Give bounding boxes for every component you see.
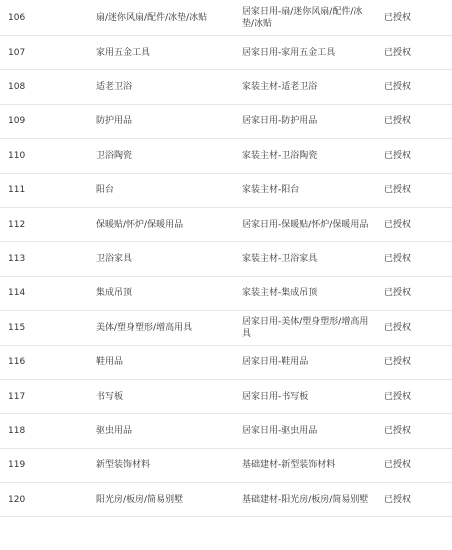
row-status: 已授权 bbox=[384, 460, 412, 471]
row-status: 已授权 bbox=[384, 47, 412, 58]
row-status: 已授权 bbox=[384, 219, 412, 230]
row-category: 居家日用-鞋用品 bbox=[242, 357, 309, 368]
row-category: 家装主材-集成吊顶 bbox=[242, 288, 318, 299]
row-id: 109 bbox=[8, 116, 26, 127]
row-status: 已授权 bbox=[384, 425, 412, 436]
table-row bbox=[0, 0, 452, 36]
row-id: 110 bbox=[8, 150, 26, 161]
row-name: 书写板 bbox=[96, 391, 124, 402]
row-name: 防护用品 bbox=[96, 116, 133, 127]
row-name: 卫浴家具 bbox=[96, 254, 133, 265]
row-status: 已授权 bbox=[384, 494, 412, 505]
row-category: 居家日用-防护用品 bbox=[242, 116, 318, 127]
table-row bbox=[0, 174, 452, 208]
row-status: 已授权 bbox=[384, 12, 412, 23]
row-category: 家装主材-卫浴陶瓷 bbox=[242, 150, 318, 161]
row-category: 家装主材-阳台 bbox=[242, 185, 300, 196]
row-name: 扇/迷你风扇/配件/冰垫/冰贴 bbox=[96, 12, 208, 23]
row-id: 115 bbox=[8, 322, 26, 333]
row-id: 106 bbox=[8, 12, 26, 23]
row-status: 已授权 bbox=[384, 288, 412, 299]
row-id: 107 bbox=[8, 47, 26, 58]
row-status: 已授权 bbox=[384, 185, 412, 196]
table-row bbox=[0, 380, 452, 414]
row-category: 居家日用-扇/迷你风扇/配件/冰垫/冰贴 bbox=[242, 6, 363, 29]
table-row bbox=[0, 139, 452, 173]
row-category: 居家日用-美体/塑身塑形/增高用具 bbox=[242, 316, 369, 339]
table-row bbox=[0, 483, 452, 517]
row-id: 114 bbox=[8, 288, 26, 299]
row-name: 卫浴陶瓷 bbox=[96, 150, 133, 161]
table-row bbox=[0, 36, 452, 70]
row-id: 111 bbox=[8, 185, 26, 196]
row-name: 阳光房/板房/简易别墅 bbox=[96, 494, 184, 505]
row-category: 基础建材-新型装饰材料 bbox=[242, 460, 336, 471]
row-id: 117 bbox=[8, 391, 26, 402]
row-name: 集成吊顶 bbox=[96, 288, 133, 299]
row-id: 118 bbox=[8, 425, 26, 436]
table-row bbox=[0, 105, 452, 139]
row-status: 已授权 bbox=[384, 82, 412, 93]
row-id: 108 bbox=[8, 82, 26, 93]
row-id: 112 bbox=[8, 219, 26, 230]
table-row bbox=[0, 277, 452, 311]
row-id: 120 bbox=[8, 494, 26, 505]
row-name: 保暖贴/怀炉/保暖用品 bbox=[96, 219, 184, 230]
row-category: 家装主材-卫浴家具 bbox=[242, 254, 318, 265]
row-name: 家用五金工具 bbox=[96, 47, 151, 58]
row-status: 已授权 bbox=[384, 254, 412, 265]
row-name: 适老卫浴 bbox=[96, 82, 133, 93]
row-status: 已授权 bbox=[384, 391, 412, 402]
row-category: 基础建材-阳光房/板房/简易别墅 bbox=[242, 494, 369, 505]
table-row bbox=[0, 346, 452, 380]
row-id: 113 bbox=[8, 254, 26, 265]
table-row bbox=[0, 449, 452, 483]
row-category: 居家日用-家用五金工具 bbox=[242, 47, 336, 58]
row-status: 已授权 bbox=[384, 116, 412, 127]
table-row bbox=[0, 311, 452, 345]
table-row bbox=[0, 414, 452, 448]
row-id: 116 bbox=[8, 357, 26, 368]
row-name: 驱虫用品 bbox=[96, 425, 133, 436]
table-row bbox=[0, 242, 452, 276]
row-id: 119 bbox=[8, 460, 26, 471]
row-status: 已授权 bbox=[384, 357, 412, 368]
row-status: 已授权 bbox=[384, 322, 412, 333]
row-name: 阳台 bbox=[96, 185, 115, 196]
table-row bbox=[0, 208, 452, 242]
row-category: 家装主材-适老卫浴 bbox=[242, 82, 318, 93]
row-category: 居家日用-保暖贴/怀炉/保暖用品 bbox=[242, 219, 369, 230]
row-name: 新型装饰材料 bbox=[96, 460, 151, 471]
table-row bbox=[0, 70, 452, 104]
row-status: 已授权 bbox=[384, 150, 412, 161]
row-category: 居家日用-驱虫用品 bbox=[242, 425, 318, 436]
row-name: 美体/塑身塑形/增高用具 bbox=[96, 322, 193, 333]
row-name: 鞋用品 bbox=[96, 357, 124, 368]
row-category: 居家日用-书写板 bbox=[242, 391, 309, 402]
